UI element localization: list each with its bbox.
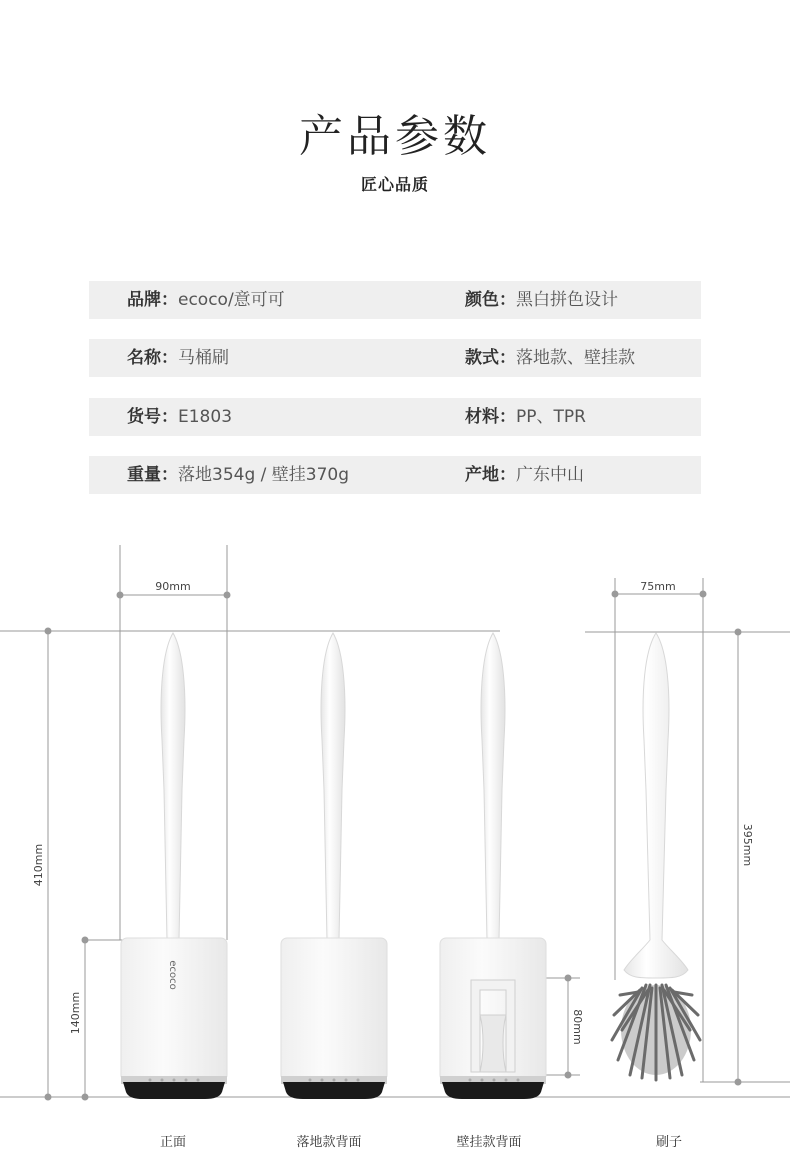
spec-style bbox=[465, 339, 635, 377]
spec-label: 重量： bbox=[127, 465, 178, 485]
caption-front: 正面 bbox=[159, 1135, 186, 1150]
page-title: 产品参数 bbox=[299, 111, 491, 162]
dim-label-height-total: 410mm bbox=[32, 843, 45, 887]
dim-label-height-base: 140mm bbox=[69, 991, 82, 1035]
spec-value: 马桶刷 bbox=[178, 348, 229, 368]
spec-label: 名称： bbox=[127, 348, 178, 368]
ecoco-logo: ecoco bbox=[167, 960, 178, 990]
spec-value: 广东中山 bbox=[516, 465, 584, 485]
spec-row bbox=[89, 339, 701, 377]
spec-row bbox=[89, 456, 701, 494]
spec-label: 货号： bbox=[127, 407, 178, 427]
product-dimension-figure bbox=[0, 540, 790, 1156]
dim-label-height-hook: 80mm bbox=[571, 1009, 584, 1045]
dim-label-width-brush: 75mm bbox=[640, 580, 676, 593]
spec-label: 颜色： bbox=[465, 290, 516, 310]
spec-material bbox=[465, 398, 586, 436]
product-brush bbox=[612, 633, 700, 1080]
spec-brand bbox=[127, 281, 285, 319]
product-floor-back bbox=[281, 633, 387, 1099]
caption-brush: 刷子 bbox=[655, 1135, 682, 1150]
spec-label: 材料： bbox=[465, 407, 516, 427]
spec-label: 品牌： bbox=[127, 290, 178, 310]
spec-name bbox=[127, 339, 229, 377]
page-subtitle: 匠心品质 bbox=[360, 175, 429, 194]
caption-wall-back: 壁挂款背面 bbox=[456, 1135, 522, 1150]
spec-row bbox=[89, 398, 701, 436]
spec-value: ecoco/意可可 bbox=[178, 290, 285, 310]
spec-label: 款式： bbox=[465, 348, 516, 368]
spec-value: 落地款、壁挂款 bbox=[516, 348, 635, 368]
spec-sku bbox=[127, 398, 232, 436]
dim-label-height-brush: 395mm bbox=[741, 823, 754, 867]
spec-label: 产地： bbox=[465, 465, 516, 485]
dim-label-width-holder: 90mm bbox=[155, 580, 191, 593]
spec-value: E1803 bbox=[178, 407, 233, 427]
spec-value: PP、TPR bbox=[516, 407, 586, 427]
product-front bbox=[121, 633, 227, 1099]
spec-value: 落地354g / 壁挂370g bbox=[178, 465, 350, 485]
spec-value: 黑白拼色设计 bbox=[516, 290, 618, 310]
product-wall-back bbox=[440, 633, 546, 1099]
spec-weight bbox=[127, 456, 349, 494]
caption-floor-back: 落地款背面 bbox=[296, 1135, 362, 1150]
spec-color bbox=[465, 281, 618, 319]
spec-row bbox=[89, 281, 701, 319]
spec-origin bbox=[465, 456, 584, 494]
